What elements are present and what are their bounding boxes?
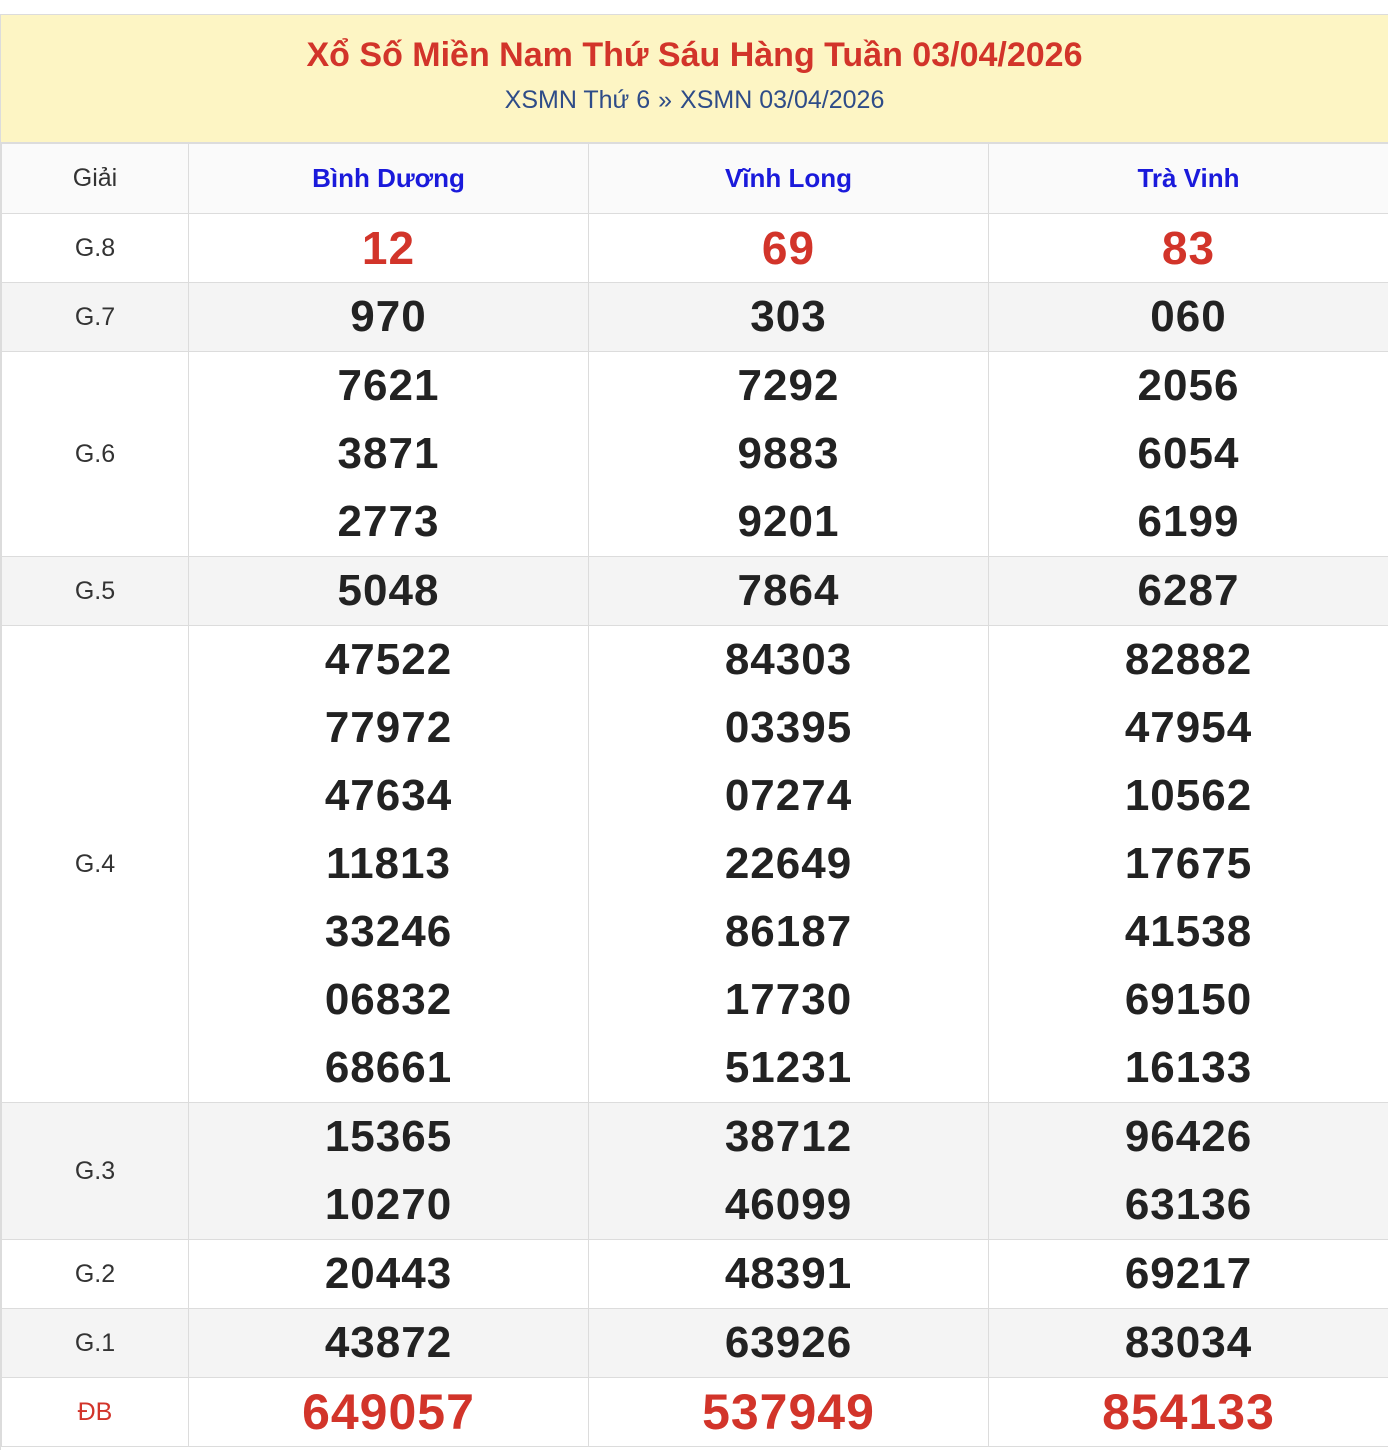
- result-number: 84303: [724, 635, 853, 684]
- result-cell: [989, 1309, 1388, 1378]
- result-number: 7864: [737, 566, 840, 615]
- result-number: 43872: [324, 1318, 453, 1367]
- prize-label: G.1: [2, 1309, 189, 1378]
- prize-label: ĐB: [2, 1378, 189, 1447]
- prize-label: G.7: [2, 283, 189, 352]
- result-number: 12: [361, 222, 416, 274]
- result-number: 63136: [1124, 1180, 1253, 1229]
- prize-row: [2, 1240, 1388, 1309]
- result-cell: [589, 557, 989, 626]
- result-cell: [189, 1378, 589, 1447]
- result-cell: [589, 1240, 989, 1309]
- table-header-row: [2, 144, 1388, 214]
- result-number: 970: [350, 292, 427, 341]
- result-number: 51231: [724, 1043, 853, 1092]
- result-cell: [989, 557, 1388, 626]
- result-number: 6054: [1137, 429, 1240, 478]
- result-cell: [589, 352, 989, 557]
- result-number: 69217: [1124, 1249, 1253, 1298]
- result-number: 48391: [724, 1249, 853, 1298]
- result-cell: [189, 283, 589, 352]
- province-header-tra-vinh[interactable]: Trà Vinh: [989, 144, 1388, 214]
- result-number: 2773: [337, 497, 440, 546]
- result-cell: [589, 1103, 989, 1240]
- result-number: 9883: [737, 429, 840, 478]
- result-cell: [989, 1103, 1388, 1240]
- prize-label: G.4: [2, 626, 189, 1103]
- prize-row: [2, 283, 1388, 352]
- prize-row: [2, 1309, 1388, 1378]
- result-number: 7621: [337, 361, 440, 410]
- breadcrumb-link-weekday[interactable]: XSMN Thứ 6: [504, 86, 651, 114]
- province-header-vinh-long[interactable]: Vĩnh Long: [589, 144, 989, 214]
- result-number: 69150: [1124, 975, 1253, 1024]
- breadcrumb-link-date[interactable]: XSMN 03/04/2026: [680, 86, 885, 114]
- result-cell: [989, 352, 1388, 557]
- result-number: 6199: [1137, 497, 1240, 546]
- result-number: 17675: [1124, 839, 1253, 888]
- result-cell: [189, 626, 589, 1103]
- result-cell: [589, 1378, 989, 1447]
- result-number: 22649: [724, 839, 853, 888]
- result-number: 649057: [302, 1384, 475, 1440]
- result-number: 07274: [724, 771, 853, 820]
- result-number: 16133: [1124, 1043, 1253, 1092]
- prize-row: [2, 557, 1388, 626]
- result-number: 537949: [702, 1384, 875, 1440]
- result-cell: [189, 352, 589, 557]
- result-cell: [189, 1309, 589, 1378]
- result-number: 46099: [724, 1180, 853, 1229]
- result-number: 303: [750, 292, 827, 341]
- results-panel: [0, 14, 1388, 1450]
- result-cell: [189, 557, 589, 626]
- result-cell: [589, 283, 989, 352]
- result-number: 03395: [724, 703, 853, 752]
- prize-label: G.8: [2, 214, 189, 283]
- result-number: 7292: [737, 361, 840, 410]
- breadcrumb-separator: »: [658, 86, 673, 114]
- result-cell: [989, 283, 1388, 352]
- result-number: 83: [1161, 222, 1216, 274]
- result-number: 060: [1150, 292, 1227, 341]
- result-cell: [189, 1240, 589, 1309]
- prize-row: [2, 1103, 1388, 1240]
- result-number: 11813: [326, 839, 451, 888]
- result-cell: [189, 214, 589, 283]
- result-number: 38712: [724, 1112, 853, 1161]
- prize-label: G.6: [2, 352, 189, 557]
- result-number: 82882: [1124, 635, 1253, 684]
- result-number: 47634: [324, 771, 453, 820]
- result-number: 06832: [324, 975, 453, 1024]
- prize-row: [2, 352, 1388, 557]
- result-cell: [989, 1378, 1388, 1447]
- result-cell: [189, 1103, 589, 1240]
- province-header-binh-duong[interactable]: Bình Dương: [189, 144, 589, 214]
- result-number: 83034: [1124, 1318, 1253, 1367]
- prize-label: G.2: [2, 1240, 189, 1309]
- result-cell: [989, 214, 1388, 283]
- result-number: 20443: [324, 1249, 453, 1298]
- result-number: 10562: [1124, 771, 1253, 820]
- result-number: 17730: [724, 975, 853, 1024]
- result-number: 68661: [324, 1043, 453, 1092]
- result-number: 69: [761, 222, 816, 274]
- result-cell: [589, 1309, 989, 1378]
- result-number: 5048: [337, 566, 440, 615]
- result-number: 63926: [724, 1318, 853, 1367]
- result-number: 6287: [1137, 566, 1240, 615]
- result-cell: [989, 1240, 1388, 1309]
- prize-column-header: Giải: [2, 144, 189, 214]
- result-number: 96426: [1124, 1112, 1253, 1161]
- result-number: 41538: [1124, 907, 1253, 956]
- result-cell: [989, 626, 1388, 1103]
- result-number: 3871: [337, 429, 440, 478]
- result-number: 33246: [324, 907, 453, 956]
- result-number: 854133: [1102, 1384, 1275, 1440]
- result-number: 15365: [324, 1112, 453, 1161]
- prize-row: [2, 214, 1388, 283]
- results-table: [1, 143, 1388, 1447]
- result-number: 47954: [1124, 703, 1253, 752]
- page-title: Xổ Số Miền Nam Thứ Sáu Hàng Tuần 03/04/2026: [306, 36, 1083, 74]
- result-number: 47522: [324, 635, 453, 684]
- result-number: 9201: [737, 497, 840, 546]
- prize-row: [2, 626, 1388, 1103]
- result-number: 77972: [324, 703, 453, 752]
- results-header: [1, 15, 1388, 143]
- result-cell: [589, 626, 989, 1103]
- result-cell: [589, 214, 989, 283]
- result-number: 10270: [324, 1180, 453, 1229]
- prize-label: G.5: [2, 557, 189, 626]
- breadcrumb: [1, 85, 1388, 115]
- prize-label: G.3: [2, 1103, 189, 1240]
- prize-row: [2, 1378, 1388, 1447]
- result-number: 86187: [724, 907, 853, 956]
- result-number: 2056: [1137, 361, 1240, 410]
